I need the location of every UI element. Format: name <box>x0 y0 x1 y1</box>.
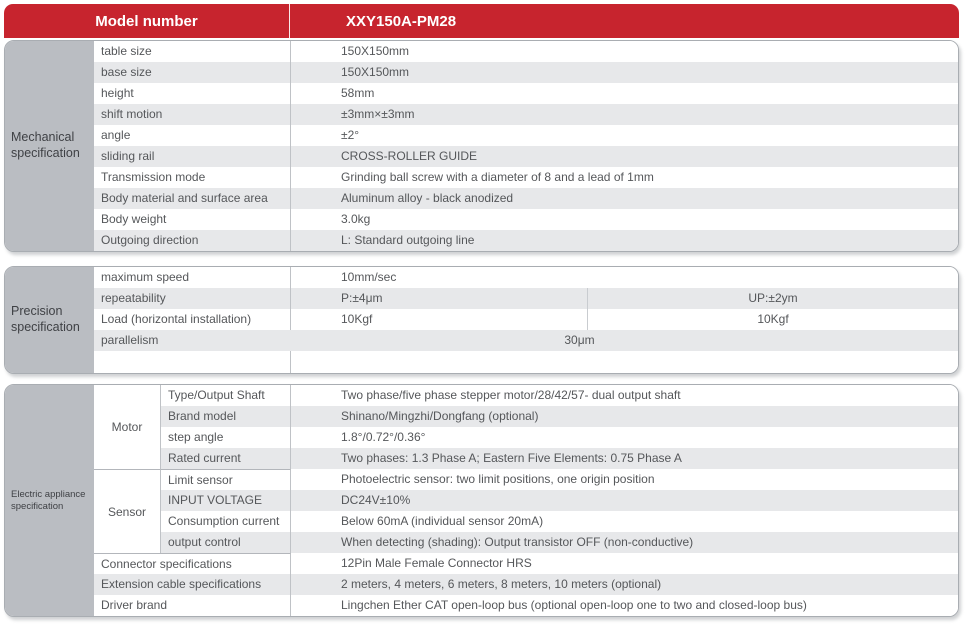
table-row <box>161 469 958 490</box>
model-number-value: XXY150A-PM28 <box>346 12 457 30</box>
row-value: ±2° <box>341 128 360 142</box>
row-value: CROSS-ROLLER GUIDE <box>341 149 478 163</box>
model-header <box>4 4 959 38</box>
row-value: 3.0kg <box>341 212 371 226</box>
row-label: Consumption current <box>161 511 291 532</box>
row-label: table size <box>94 41 291 62</box>
row-value: Grinding ball screw with a diameter of 8 and a lead of 1mm <box>341 170 654 184</box>
row-label: sliding rail <box>94 146 291 167</box>
table-row <box>161 406 958 427</box>
group-rows <box>161 469 958 553</box>
table-row <box>94 167 958 188</box>
row-label: base size <box>94 62 291 83</box>
row-label: height <box>94 83 291 104</box>
row-label: Outgoing direction <box>94 230 291 251</box>
table-row <box>94 230 958 251</box>
precision-table <box>94 267 958 373</box>
row-value: DC24V±10% <box>341 493 411 507</box>
row-value: Shinano/Mingzhi/Dongfang (optional) <box>341 409 539 423</box>
row-value-secondary: 10Kgf <box>587 309 958 330</box>
table-row <box>94 288 958 309</box>
row-label: step angle <box>161 427 291 448</box>
table-row <box>94 188 958 209</box>
row-label: Limit sensor <box>161 469 291 490</box>
section-electric <box>4 384 959 617</box>
row-value: 2 meters, 4 meters, 6 meters, 8 meters, 10 meters (optional) <box>341 577 662 591</box>
row-value: Lingchen Ether CAT open-loop bus (optional open-loop one to two and closed-loop bus) <box>341 598 807 612</box>
group-motor <box>94 385 958 469</box>
table-row <box>161 385 958 406</box>
group-label-sensor: Sensor <box>94 469 161 553</box>
row-value-secondary: UP:±2ym <box>587 288 958 309</box>
table-row <box>94 574 958 595</box>
row-label: Transmission mode <box>94 167 291 188</box>
row-value: 30μm <box>564 333 595 347</box>
table-row <box>94 83 958 104</box>
model-number-label: Model number <box>4 4 290 38</box>
table-row <box>161 490 958 511</box>
section-title-precision: Precision specification <box>5 267 94 373</box>
table-row <box>161 448 958 469</box>
row-label: Extension cable specifications <box>94 574 291 595</box>
row-label: Body weight <box>94 209 291 230</box>
row-value: Aluminum alloy - black anodized <box>341 191 514 205</box>
row-label: Driver brand <box>94 595 291 616</box>
table-row <box>161 511 958 532</box>
row-label: angle <box>94 125 291 146</box>
electric-table <box>94 385 958 616</box>
row-value: Photoelectric sensor: two limit positions, one origin position <box>341 472 655 486</box>
section-mechanical <box>4 40 959 252</box>
table-row <box>94 309 958 330</box>
mechanical-table <box>94 41 958 251</box>
table-row <box>94 146 958 167</box>
table-row <box>94 41 958 62</box>
group-label-motor: Motor <box>94 385 161 469</box>
row-label: INPUT VOLTAGE <box>161 490 291 511</box>
table-row <box>94 62 958 83</box>
row-label: repeatability <box>94 288 291 309</box>
group-sensor <box>94 469 958 553</box>
table-row <box>94 125 958 146</box>
row-value: L: Standard outgoing line <box>341 233 475 247</box>
row-label: Brand model <box>161 406 291 427</box>
section-title-electric: Electric appliance specification <box>5 385 94 616</box>
row-label: Body material and surface area <box>94 188 291 209</box>
row-value: 150X150mm <box>341 44 410 58</box>
table-row <box>94 553 958 574</box>
table-row <box>94 330 958 351</box>
table-row <box>161 532 958 553</box>
table-row <box>94 209 958 230</box>
group-rows <box>161 385 958 469</box>
table-row <box>161 427 958 448</box>
row-label: Load (horizontal installation) <box>94 309 291 330</box>
row-value: ±3mm×±3mm <box>341 107 415 121</box>
row-label: parallelism <box>101 333 159 347</box>
table-row <box>94 267 958 288</box>
table-row <box>94 104 958 125</box>
row-value: 12Pin Male Female Connector HRS <box>341 556 532 570</box>
row-value: 10mm/sec <box>341 270 397 284</box>
table-row <box>94 595 958 616</box>
row-label: Rated current <box>161 448 291 469</box>
row-value: Two phases: 1.3 Phase A; Eastern Five Elements: 0.75 Phase A <box>341 451 682 465</box>
row-value: P:±4μm <box>341 291 383 305</box>
row-value: When detecting (shading): Output transistor OFF (non-conductive) <box>341 535 694 549</box>
row-value: 1.8°/0.72°/0.36° <box>341 430 426 444</box>
row-label: Connector specifications <box>94 553 291 574</box>
row-value: 58mm <box>341 86 375 100</box>
row-value: 10Kgf <box>341 312 373 326</box>
section-precision <box>4 266 959 374</box>
empty-row <box>94 351 958 373</box>
row-value <box>291 351 958 373</box>
row-value: Two phase/five phase stepper motor/28/42/57- dual output shaft <box>341 388 681 402</box>
row-label: Type/Output Shaft <box>161 385 291 406</box>
row-label: shift motion <box>94 104 291 125</box>
row-value: 150X150mm <box>341 65 410 79</box>
row-label <box>94 351 291 373</box>
row-label: output control <box>161 532 291 553</box>
row-value: Below 60mA (individual sensor 20mA) <box>341 514 544 528</box>
row-label: maximum speed <box>94 267 291 288</box>
section-title-mechanical: Mechanical specification <box>5 41 94 251</box>
